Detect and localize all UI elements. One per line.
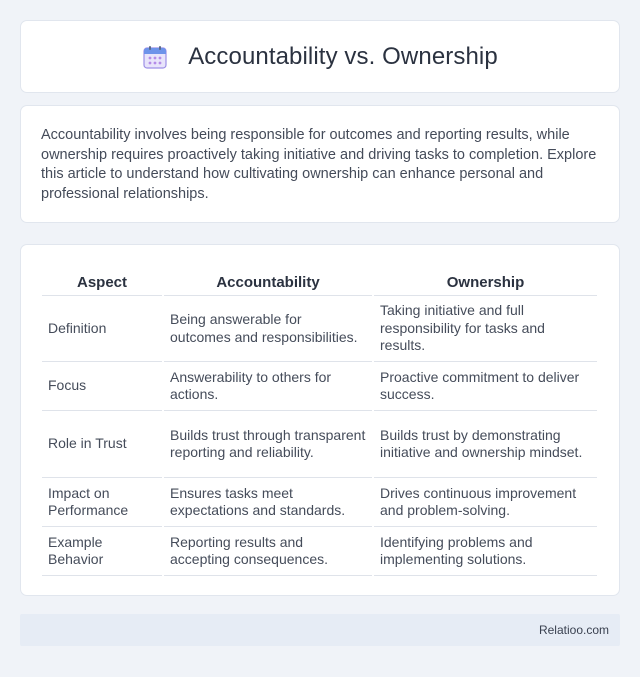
accountability-cell: Reporting results and accepting consequences. [164, 527, 372, 576]
intro-card [20, 105, 620, 223]
accountability-cell: Builds trust through transparent reporting and reliability. [164, 411, 372, 478]
ownership-cell: Taking initiative and full responsibility for tasks and results. [374, 296, 597, 362]
ownership-cell: Proactive commitment to deliver success. [374, 362, 597, 411]
table-row [42, 527, 597, 576]
table-row [42, 296, 597, 362]
table-row [42, 362, 597, 411]
table-row [42, 411, 597, 478]
table-header-row [42, 265, 597, 296]
title-card [20, 20, 620, 93]
ownership-cell: Builds trust by demonstrating initiative and ownership mindset. [374, 411, 597, 478]
aspect-cell: Role in Trust [42, 411, 162, 478]
header-accountability: Accountability [164, 265, 372, 296]
comparison-table [40, 265, 599, 576]
header-ownership: Ownership [374, 265, 597, 296]
calendar-icon [142, 44, 168, 70]
accountability-cell: Being answerable for outcomes and responsibilities. [164, 296, 372, 362]
aspect-cell: Definition [42, 296, 162, 362]
aspect-cell: Example Behavior [42, 527, 162, 576]
intro-paragraph: Accountability involves being responsible for outcomes and reporting results, while ownership requires proactively taking initiative and driving tasks to completion. Explore this article to understand how cultivating ownership can enhance personal and professional relationships. [41, 127, 597, 202]
footer-brand: Relatioo.com [538, 623, 609, 637]
page-title: Accountability vs. Ownership [188, 42, 498, 70]
comparison-card [20, 244, 620, 596]
aspect-cell: Focus [42, 362, 162, 411]
aspect-cell: Impact on Performance [42, 478, 162, 527]
table-row [42, 478, 597, 527]
accountability-cell: Ensures tasks meet expectations and standards. [164, 478, 372, 527]
ownership-cell: Identifying problems and implementing solutions. [374, 527, 597, 576]
footer [20, 614, 620, 646]
title-group [142, 43, 498, 71]
accountability-cell: Answerability to others for actions. [164, 362, 372, 411]
ownership-cell: Drives continuous improvement and problem-solving. [374, 478, 597, 527]
header-aspect: Aspect [42, 265, 162, 296]
